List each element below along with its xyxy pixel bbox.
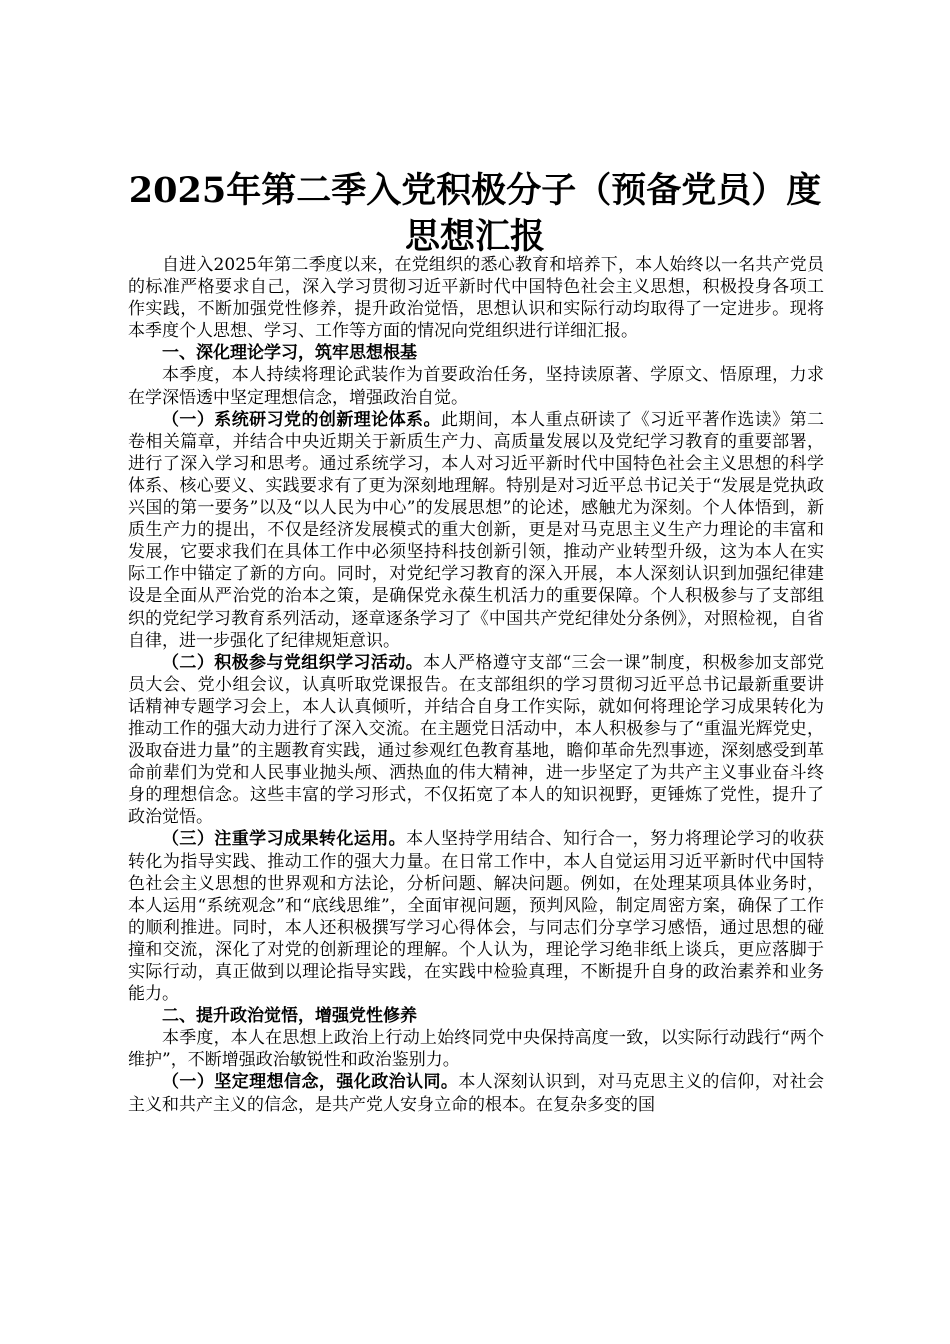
- section-1-heading: 一、深化理论学习，筑牢思想根基: [162, 343, 417, 364]
- item-text: 本人坚持学用结合、知行合一，努力将理论学习的收获转化为指导实践、推动工作的强大力量。在日常工作中，本人自觉运用习近平新时代中国特色社会主义思想的世界观和方法论，分析问题、解决问题。例如，在处理某项具体业务时，本人运用“系统观念”和“底线思维”，全面审视问题，预判风险，制定周密方案，确保了工作的顺利推进。同时，本人还积极撰写学习心得体会，与同志们分享学习感悟，通过思想的碰撞和交流，深化了对党的创新理论的理解。个人认为，理论学习绝非纸上谈兵，更应落脚于实际行动，真正做到以理论指导实践，在实践中检验真理，不断提升自身的政治素养和业务能力。: [128, 829, 825, 1005]
- section-2-item-1: [128, 1071, 824, 1115]
- item-text: 此期间，本人重点研读了《习近平著作选读》第二卷相关篇章，并结合中央近期关于新质生产力、高质量发展以及党纪学习教育的重要部署，进行了深入学习和思考。通过系统学习，本人对习近平新时代中国特色社会主义思想的科学体系、核心要义、实践要求有了更为深刻地理解。特别是对习近平总书记关于“发展是党执政兴国的第一要务”以及“以人民为中心”的发展思想”的论述，感触尤为深刻。个人体悟到，新质生产力的提出，不仅是经济发展模式的重大创新，更是对马克思主义生产力理论的丰富和发展，它要求我们在具体工作中必须坚持科技创新引领，推动产业转型升级，这为本人在实际工作中锚定了新的方向。同时，对党纪学习教育的深入开展，本人深刻认识到加强纪律建设是全面从严治党的治本之策，是确保党永葆生机活力的重要保障。个人积极参与了支部组织的党纪学习教育系列活动，逐章逐条学习了《中国共产党纪律处分条例》，对照检视，自省自律，进一步强化了纪律规矩意识。: [128, 409, 825, 651]
- item-text: 本人严格遵守支部“三会一课”制度，积极参加支部党员大会、党小组会议，认真听取党课报告。在支部组织的学习贯彻习近平总书记最新重要讲话精神专题学习会上，本人认真倾听，并结合自身工作实际，就如何将理论学习成果转化为推动工作的强大动力进行了深入交流。在主题党日活动中，本人积极参与了“重温光辉党史，汲取奋进力量”的主题教育实践，通过参观红色教育基地，瞻仰革命先烈事迹，深刻感受到革命前辈们为党和人民事业抛头颅、洒热血的伟大精神，进一步坚定了为共产主义事业奋斗终身的理想信念。这些丰富的学习形式，不仅拓宽了本人的知识视野，更锤炼了党性，提升了政治觉悟。: [128, 652, 825, 828]
- intro-paragraph: 自进入2025年第二季度以来，在党组织的悉心教育和培养下，本人始终以一名共产党员的标准严格要求自己，深入学习贯彻习近平新时代中国特色社会主义思想，积极投身各项工作实践，不断加强党性修养，提升政治觉悟，思想认识和实际行动均取得了一定进步。现将本季度个人思想、学习、工作等方面的情况向党组织进行详细汇报。: [128, 255, 824, 342]
- section-1-item-1: [128, 409, 824, 652]
- document-title: [100, 168, 850, 260]
- section-2-heading: 二、提升政治觉悟，增强党性修养: [162, 1006, 417, 1027]
- section-1-item-3: [128, 828, 824, 1005]
- item-title: （一）坚定理想信念，强化政治认同。: [162, 1072, 459, 1093]
- item-title: （三）注重学习成果转化运用。: [162, 829, 407, 850]
- item-title: （一）系统研习党的创新理论体系。: [162, 409, 441, 430]
- section-1-item-2: [128, 652, 824, 829]
- item-text: 本人深刻认识到，对马克思主义的信仰，对社会主义和共产主义的信念，是共产党人安身立命的根本。在复杂多变的国: [128, 1072, 825, 1115]
- document-body: [128, 254, 824, 1116]
- section-2-lead: 本季度，本人在思想上政治上行动上始终同党中央保持高度一致，以实际行动践行“两个维护”，不断增强政治敏锐性和政治鉴别力。: [128, 1028, 824, 1071]
- title-line-2: 思想汇报: [404, 216, 545, 257]
- title-line-1: 2025年第二季入党积极分子（预备党员）度: [128, 170, 822, 211]
- item-title: （二）积极参与党组织学习活动。: [162, 652, 424, 673]
- section-1-lead: 本季度，本人持续将理论武装作为首要政治任务，坚持读原著、学原文、悟原理，力求在学深悟透中坚定理想信念，增强政治自觉。: [128, 365, 824, 408]
